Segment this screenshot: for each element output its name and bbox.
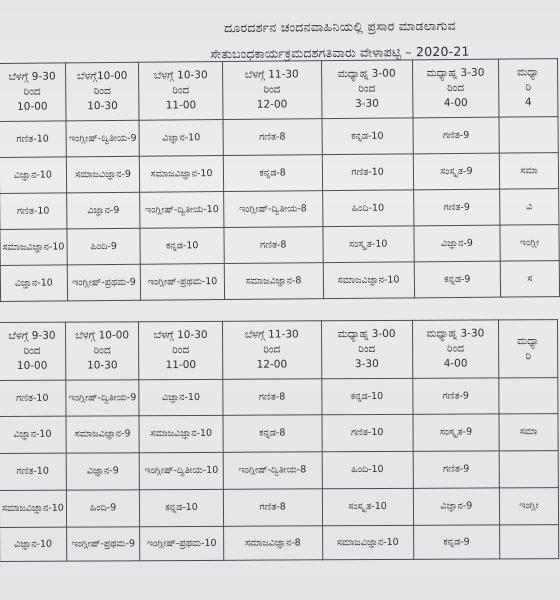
time-slot-header	[499, 320, 558, 378]
subject-cell: ಕನ್ನಡ-10	[322, 118, 413, 155]
time-slot-line: ಬೆಳಗ್ಗೆ 9-30	[8, 70, 56, 83]
time-slot-line: 10-30	[87, 99, 118, 113]
time-slot-line: ರಿಂದ	[93, 344, 111, 357]
time-slot-line: ರಿಂದ	[263, 83, 281, 96]
subject-cell: ಸಮಾಜವಿಜ್ಞಾನ-8	[223, 526, 322, 561]
subject-cell: ವಿಜ್ಞಾನ-10	[139, 120, 223, 157]
subject-cell: ವಿ	[500, 189, 559, 226]
subject-cell: ವಿಜ್ಞಾನ-9	[66, 192, 140, 229]
subject-cell: ವಿಜ್ಞಾನ-10	[139, 379, 223, 415]
subject-cell: ಹಿಂದಿ-9	[67, 228, 141, 265]
subject-cell: ಗಣಿತ-9	[413, 378, 500, 414]
time-slot-line: 12-00	[256, 358, 288, 371]
subject-cell: ಸಮಾಜವಿಜ್ಞಾನ-8	[224, 263, 323, 300]
time-slot-line: ಮಧ್ಯಾ	[517, 66, 540, 79]
table-row	[0, 414, 558, 454]
time-slot-line: ರಿಂದ	[93, 85, 111, 98]
subject-cell: ಸ	[500, 261, 559, 298]
subject-cell: ಸಮಾಜವಿಜ್ಞಾನ-9	[66, 416, 140, 453]
subject-cell: ಗಣಿತ-10	[0, 380, 66, 416]
subject-cell: ಗಣಿತ-9	[413, 189, 500, 226]
subject-cell: ಸಮಾಜವಿಜ್ಞಾನ-10	[139, 415, 223, 452]
subject-cell: ವಿಜ್ಞಾನ-10	[0, 527, 67, 561]
time-slot-line: ರಿಂದ	[358, 343, 376, 356]
subject-cell: ಸಮಾಜವಿಜ್ಞಾನ-10	[322, 525, 413, 559]
time-slot-header	[222, 61, 321, 120]
time-slot-line: ರಿ	[525, 349, 532, 362]
subject-cell: ವಿಜ್ಞಾನ-9	[413, 488, 500, 525]
subject-cell: ಕನ್ನಡ-8	[223, 155, 322, 192]
time-slot-line: ಬೆಳಗ್ಗೆ 10-30	[153, 69, 208, 82]
subject-cell: ವಿಜ್ಞಾನ-10	[0, 416, 66, 453]
subject-cell: ಇಂಗ್ಲೀಷ್-ಪ್ರಥಮ-9	[67, 264, 141, 301]
timetable-upper	[0, 58, 560, 302]
subject-cell: ವಿಜ್ಞಾನ-9	[66, 453, 140, 490]
subject-cell: ಸಮಾಜವಿಜ್ಞಾನ-9	[66, 156, 140, 193]
subject-cell: ಇಂಗ್ಲೀ	[500, 225, 559, 262]
subject-cell: ಗಣಿತ-10	[0, 453, 66, 490]
subject-cell: ಇಂಗ್ಲೀಷ್-ದ್ವಿತೀಯ-8	[223, 191, 322, 228]
time-slot-line: 4-00	[443, 96, 468, 110]
table-row	[0, 117, 558, 158]
subject-cell: ಗಣಿತ-9	[413, 451, 500, 488]
time-slot-header	[65, 322, 139, 380]
subject-cell: ಸಮಾ	[499, 414, 558, 451]
subject-cell: ಇಂಗ್ಲೀಷ್-ಪ್ರಥಮ-10	[141, 264, 225, 301]
time-slot-line: 10-30	[87, 359, 118, 372]
time-slot-line: ಬೆಳಗ್ಗೆ 10-00	[75, 329, 130, 342]
subject-cell	[499, 451, 558, 488]
time-slot-line: ರಿಂದ	[23, 344, 41, 357]
subject-cell: ಕನ್ನಡ-9	[413, 525, 500, 559]
subject-cell: ವಿಜ್ಞಾನ-10	[0, 265, 67, 302]
time-slot-line: ರಿಂದ	[447, 81, 465, 95]
time-slot-line: ಬೆಳಗ್ಗೆ10-00	[76, 69, 128, 83]
timetable-lower	[0, 319, 559, 562]
time-slot-header	[412, 59, 499, 118]
subject-cell: ಗಣಿತ-8	[224, 227, 323, 264]
subject-cell: ಸಂಸ್ಕೃತ-10	[322, 226, 413, 263]
time-slot-header-row	[0, 320, 558, 381]
subject-cell: ಗಣಿತ-10	[0, 121, 66, 158]
subject-cell: ಇಂಗ್ಲೀಷ್-ಪ್ರಥಮ-9	[66, 527, 140, 561]
subject-cell: ಇಂಗ್ಲೀಷ್-ದ್ವಿತೀಯ-9	[66, 120, 140, 157]
time-slot-header	[499, 59, 558, 118]
document-title: ದೂರದರ್ಶನ ಚಂದನವಾಹಿನಿಯಲ್ಲಿ ಪ್ರಸಾರ ಮಾಡಲಾಗುವ	[224, 17, 456, 36]
subject-cell: ಗಣಿತ-9	[413, 117, 500, 154]
table-row	[0, 153, 559, 194]
time-slot-line: ಬೆಳಗ್ಗೆ 11-30	[244, 328, 299, 341]
time-slot-line: ಬೆಳಗ್ಗೆ 9-30	[8, 329, 56, 342]
time-slot-line: ಬೆಳಗ್ಗೆ 10-30	[153, 328, 208, 342]
document-subtitle: ಸೇತುಬಂಧಕಾರ್ಯಕ್ರಮದಶಗತಿವಾರು ವೇಳಾಪಟ್ಟಿ – 2020-21	[210, 43, 470, 62]
table-row	[0, 261, 559, 302]
subject-cell: ಸಮಾಜವಿಜ್ಞಾನ-10	[323, 262, 414, 299]
time-slot-header	[412, 320, 499, 378]
subject-cell: ಕನ್ನಡ-10	[321, 378, 412, 414]
table-row	[0, 378, 558, 417]
subject-cell: ವಿಜ್ಞಾನ-9	[414, 225, 501, 262]
time-slot-line: ರಿ	[525, 81, 532, 94]
time-slot-line: ಮಧ್ಯಾ	[517, 334, 540, 347]
subject-cell	[500, 525, 559, 559]
subject-cell: ಕನ್ನಡ-10	[140, 228, 224, 265]
subject-cell: ಗಣಿತ-10	[0, 193, 67, 230]
subject-cell: ಗಣಿತ-8	[223, 119, 322, 156]
subject-cell: ಸಮಾಜವಿಜ್ಞಾನ-10	[0, 229, 67, 266]
time-slot-line: 4-00	[443, 357, 468, 370]
subject-cell: ಸಮಾಜವಿಜ್ಞಾನ-10	[0, 490, 66, 527]
time-slot-header	[0, 63, 66, 122]
time-slot-line: ಮಧ್ಯಾಹ್ನ 3-30	[426, 327, 485, 340]
subject-cell: ಸಮಾಜವಿಜ್ಞಾನ-10	[140, 156, 224, 193]
table-row	[0, 451, 558, 491]
subject-cell: ಹಿಂದಿ-9	[66, 490, 140, 527]
subject-cell	[499, 117, 558, 154]
time-slot-line: 11-00	[165, 358, 197, 372]
time-slot-header-row	[0, 59, 558, 122]
subject-cell: ಗಣಿತ-8	[223, 489, 322, 527]
time-slot-line: ರಿಂದ	[263, 343, 281, 356]
time-slot-line: ರಿಂದ	[358, 82, 376, 95]
subject-cell: ಹಿಂದಿ-10	[322, 451, 413, 488]
subject-cell: ಇಂಗ್ಲೀಷ್-ದ್ವಿತೀಯ-10	[140, 192, 224, 229]
subject-cell: ಸಂಸ್ಕೃತ-9	[413, 414, 500, 451]
table-row	[0, 189, 559, 230]
time-slot-header	[321, 60, 413, 119]
subject-cell: ಸಮಾ	[499, 153, 558, 190]
time-slot-line: 11-00	[165, 99, 197, 112]
time-slot-line: 10-00	[16, 100, 48, 113]
time-slot-line: 3-30	[354, 358, 379, 371]
subject-cell: ಇಂಗ್ಲೀ	[499, 488, 558, 525]
subject-cell: ಇಂಗ್ಲೀಷ್-ದ್ವಿತೀಯ-9	[66, 380, 140, 416]
time-slot-header	[0, 322, 66, 380]
time-slot-header	[65, 62, 139, 121]
time-slot-line: ರಿಂದ	[446, 342, 465, 355]
subject-cell: ಕನ್ನಡ-8	[223, 415, 322, 453]
table-row	[0, 225, 559, 266]
time-slot-line: 10-00	[16, 359, 48, 372]
time-slot-line: ರಿಂದ	[172, 84, 190, 97]
time-slot-line: ರಿಂದ	[172, 343, 190, 357]
time-slot-header	[139, 62, 223, 121]
subject-cell: ಹಿಂದಿ-10	[322, 190, 413, 227]
time-slot-line: ಮಧ್ಯಾಹ್ನ 3-00	[337, 67, 396, 81]
time-slot-line: ರಿಂದ	[23, 85, 41, 98]
subject-cell: ವಿಜ್ಞಾನ-10	[0, 157, 66, 194]
subject-cell: ಗಣಿತ-10	[322, 154, 413, 191]
subject-cell: ಕನ್ನಡ-10	[140, 489, 224, 526]
subject-cell: ಕನ್ನಡ-9	[414, 261, 501, 298]
subject-cell: ಸಂಸ್ಕೃತ-10	[322, 488, 413, 525]
time-slot-line: 12-00	[256, 98, 288, 111]
subject-cell: ಸಂಸ್ಕೃತ-9	[413, 153, 500, 190]
time-slot-header	[139, 321, 223, 379]
time-slot-line: ಬೆಳಗ್ಗೆ 11-30	[244, 68, 299, 81]
subject-cell: ಇಂಗ್ಲೀಷ್-ದ್ವಿತೀಯ-8	[223, 452, 322, 490]
time-slot-line: 3-30	[355, 97, 379, 110]
table-row	[0, 525, 559, 562]
subject-cell	[499, 378, 558, 414]
time-slot-line: 4	[524, 96, 532, 109]
subject-cell: ಇಂಗ್ಲೀಷ್-ದ್ವಿತೀಯ-10	[140, 452, 224, 489]
subject-cell: ಇಂಗ್ಲೀಷ್-ಪ್ರಥಮ-10	[140, 526, 224, 560]
time-slot-line: ಮಧ್ಯಾಹ್ನ 3-00	[337, 327, 396, 341]
time-slot-line: ಮಧ್ಯಾಹ್ನ 3-30	[426, 66, 485, 80]
table-row	[0, 488, 559, 528]
time-slot-header	[222, 321, 321, 380]
subject-cell: ಗಣಿತ-8	[223, 379, 322, 416]
time-slot-header	[321, 320, 412, 378]
subject-cell: ಗಣಿತ-10	[322, 414, 413, 451]
